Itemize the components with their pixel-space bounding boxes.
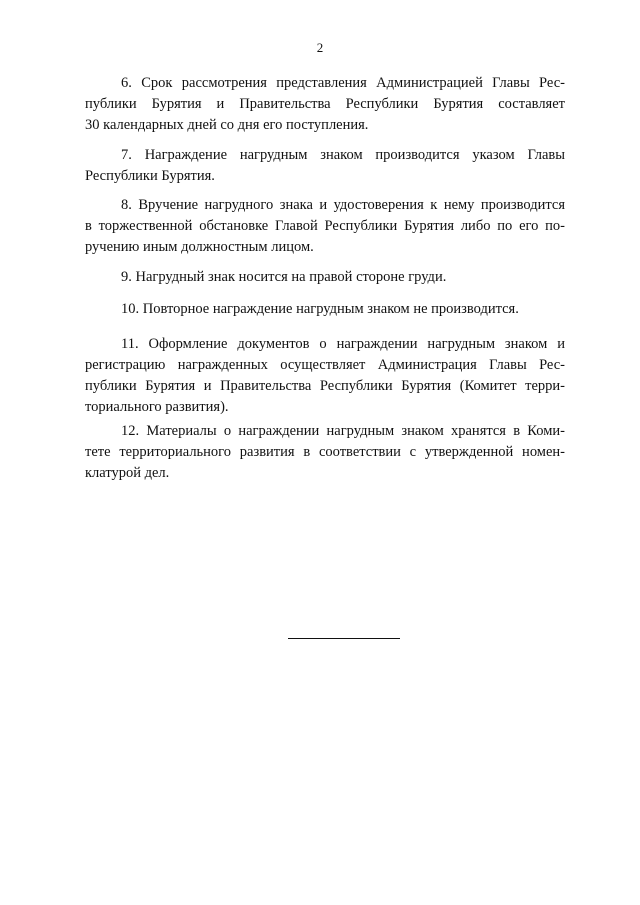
paragraph-line: в торжественной обстановке Главой Республики Бурятия либо по его по- — [85, 218, 565, 234]
paragraph-line: регистрацию награжденных осуществляет Администрация Главы Рес- — [85, 357, 565, 373]
paragraph-9 — [85, 267, 565, 288]
paragraph-line: публики Бурятия и Правительства Республики Бурятия составляет — [85, 96, 565, 112]
paragraph-line: 7. Награждение нагрудным знаком производится указом Главы — [121, 147, 565, 163]
paragraph-line: 6. Срок рассмотрения представления Администрацией Главы Рес- — [121, 75, 565, 91]
paragraph-line: 11. Оформление документов о награждении нагрудным знаком и — [121, 336, 565, 352]
paragraph-line: 8. Вручение нагрудного знака и удостоверения к нему производится — [121, 197, 565, 213]
paragraph-6 — [85, 73, 565, 136]
paragraph-line: Республики Бурятия. — [85, 168, 215, 184]
paragraph-line: публики Бурятия и Правительства Республики Бурятия (Комитет терри- — [85, 378, 565, 394]
paragraph-7 — [85, 145, 565, 187]
paragraph-line: 10. Повторное награждение нагрудным знаком не производится. — [121, 301, 519, 317]
paragraph-line: клатурой дел. — [85, 465, 170, 481]
paragraph-10 — [85, 299, 565, 320]
paragraph-line: тете территориального развития в соответствии с утвержденной номен- — [85, 444, 565, 460]
paragraph-line: ториального развития). — [85, 399, 229, 415]
paragraph-line: 30 календарных дней со дня его поступления. — [85, 117, 369, 133]
paragraph-12 — [85, 421, 565, 484]
paragraph-line: ручению иным должностным лицом. — [85, 239, 314, 255]
end-divider-line — [288, 638, 400, 639]
paragraph-8 — [85, 195, 565, 258]
page-number: 2 — [316, 40, 324, 55]
paragraph-line: 12. Материалы о награждении нагрудным знаком хранятся в Коми- — [121, 423, 565, 439]
paragraph-line: 9. Нагрудный знак носится на правой стороне груди. — [121, 269, 447, 285]
paragraph-11 — [85, 334, 565, 418]
